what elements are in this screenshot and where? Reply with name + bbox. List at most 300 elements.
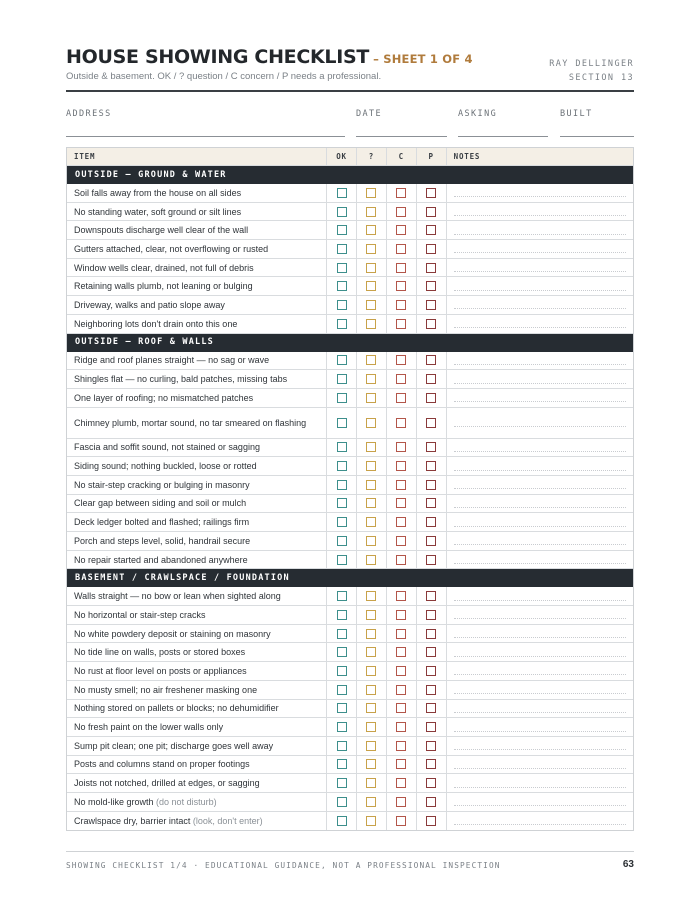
notes-line [454,544,626,545]
professional-checkbox[interactable] [426,188,436,198]
table-row [67,718,633,737]
concern-checkbox[interactable] [396,759,406,769]
checkbox-cell [357,606,387,624]
ok-checkbox[interactable] [337,555,347,565]
question-checkbox[interactable] [366,759,376,769]
question-checkbox[interactable] [366,442,376,452]
checkbox-cell [327,793,357,811]
ok-checkbox[interactable] [337,442,347,452]
notes-cell[interactable] [447,793,633,811]
ok-checkbox[interactable] [337,797,347,807]
notes-line [454,215,626,216]
checkbox-cell [327,389,357,407]
notes-cell[interactable] [447,184,633,202]
concern-checkbox[interactable] [396,418,406,428]
question-checkbox[interactable] [366,355,376,365]
checkbox-cell [357,513,387,531]
checkbox-cell [387,408,417,438]
table-row [67,662,633,681]
professional-checkbox[interactable] [426,647,436,657]
concern-checkbox[interactable] [396,591,406,601]
concern-checkbox[interactable] [396,225,406,235]
ok-checkbox[interactable] [337,722,347,732]
checkbox-cell [417,221,447,239]
professional-checkbox[interactable] [426,703,436,713]
notes-cell[interactable] [447,812,633,831]
checkbox-cell [387,718,417,736]
item-hint: (do not disturb) [156,796,217,807]
question-checkbox[interactable] [366,244,376,254]
notes-cell[interactable] [447,203,633,221]
notes-line [454,637,626,638]
notes-cell[interactable] [447,296,633,314]
question-checkbox[interactable] [366,188,376,198]
table-row [67,408,633,439]
question-checkbox[interactable] [366,225,376,235]
notes-cell[interactable] [447,370,633,388]
question-checkbox[interactable] [366,666,376,676]
professional-checkbox[interactable] [426,225,436,235]
ok-checkbox[interactable] [337,188,347,198]
checkbox-cell [357,408,387,438]
item-text: Joists not notched, drilled at edges, or sagging [74,778,260,789]
ok-checkbox[interactable] [337,517,347,527]
notes-cell[interactable] [447,625,633,643]
professional-checkbox[interactable] [426,666,436,676]
ok-checkbox[interactable] [337,300,347,310]
professional-checkbox[interactable] [426,355,436,365]
built-label: BUILT [560,109,593,119]
question-checkbox[interactable] [366,610,376,620]
notes-line [454,327,626,328]
section-title: BASEMENT / CRAWLSPACE / FOUNDATION [75,572,290,583]
notes-line [454,252,626,253]
question-checkbox[interactable] [366,741,376,751]
checkbox-cell [357,793,387,811]
notes-cell[interactable] [447,352,633,370]
question-checkbox[interactable] [366,647,376,657]
professional-checkbox[interactable] [426,610,436,620]
item-cell [67,259,327,277]
professional-checkbox[interactable] [426,591,436,601]
table-row [67,513,633,532]
checkbox-cell [417,532,447,550]
table-row [67,439,633,458]
notes-line [454,693,626,694]
page-subtitle: Outside & basement. OK / ? question / C concern / P needs a professional. [66,71,382,82]
item-cell [67,315,327,333]
ok-checkbox[interactable] [337,647,347,657]
checkbox-cell [417,774,447,792]
checkbox-cell [327,457,357,475]
professional-checkbox[interactable] [426,418,436,428]
concern-checkbox[interactable] [396,480,406,490]
page-header [66,46,634,92]
table-header [67,148,633,166]
address-field[interactable] [66,103,345,137]
checkbox-cell [357,532,387,550]
professional-checkbox[interactable] [426,685,436,695]
checkbox-cell [387,700,417,718]
professional-checkbox[interactable] [426,778,436,788]
item-text: One layer of roofing; no mismatched patches [74,392,254,403]
ok-checkbox[interactable] [337,759,347,769]
concern-checkbox[interactable] [396,778,406,788]
notes-cell[interactable] [447,277,633,295]
table-row [67,221,633,240]
ok-checkbox[interactable] [337,703,347,713]
question-checkbox[interactable] [366,418,376,428]
question-checkbox[interactable] [366,281,376,291]
question-checkbox[interactable] [366,629,376,639]
checkbox-cell [327,551,357,569]
item-cell [67,532,327,550]
checkbox-cell [417,793,447,811]
concern-checkbox[interactable] [396,263,406,273]
notes-cell[interactable] [447,681,633,699]
checkbox-cell [387,587,417,605]
professional-checkbox[interactable] [426,629,436,639]
concern-checkbox[interactable] [396,629,406,639]
professional-checkbox[interactable] [426,555,436,565]
professional-checkbox[interactable] [426,816,436,826]
item-cell [67,625,327,643]
item-cell [67,352,327,370]
ok-checkbox[interactable] [337,461,347,471]
concern-checkbox[interactable] [396,281,406,291]
notes-cell[interactable] [447,756,633,774]
item-cell [67,221,327,239]
notes-line [454,271,626,272]
section-header [67,569,633,587]
concern-checkbox[interactable] [396,666,406,676]
professional-checkbox[interactable] [426,393,436,403]
ok-checkbox[interactable] [337,244,347,254]
notes-cell[interactable] [447,439,633,457]
notes-cell[interactable] [447,606,633,624]
item-text: Clear gap between siding and soil or mulch [74,498,247,509]
checkbox-cell [387,643,417,661]
checkbox-cell [327,370,357,388]
concern-checkbox[interactable] [396,355,406,365]
professional-checkbox[interactable] [426,244,436,254]
question-checkbox[interactable] [366,703,376,713]
checkbox-cell [417,259,447,277]
ok-checkbox[interactable] [337,685,347,695]
concern-checkbox[interactable] [396,498,406,508]
item-cell [67,439,327,457]
ok-checkbox[interactable] [337,666,347,676]
ok-checkbox[interactable] [337,355,347,365]
checkbox-cell [357,662,387,680]
notes-cell[interactable] [447,718,633,736]
concern-checkbox[interactable] [396,188,406,198]
question-checkbox[interactable] [366,816,376,826]
checkbox-cell [417,495,447,513]
item-cell [67,495,327,513]
section-title: OUTSIDE — GROUND & WATER [75,169,227,180]
professional-checkbox[interactable] [426,498,436,508]
checkbox-cell [327,408,357,438]
question-checkbox[interactable] [366,797,376,807]
item-cell [67,718,327,736]
notes-line [454,290,626,291]
concern-checkbox[interactable] [396,610,406,620]
checkbox-cell [357,718,387,736]
checkbox-cell [357,495,387,513]
question-checkbox[interactable] [366,778,376,788]
date-field[interactable] [356,103,447,137]
checkbox-cell [417,296,447,314]
professional-checkbox[interactable] [426,722,436,732]
notes-line [454,426,626,427]
checkbox-cell [387,184,417,202]
ok-checkbox[interactable] [337,778,347,788]
checkbox-cell [417,370,447,388]
ok-checkbox[interactable] [337,418,347,428]
item-text: Soil falls away from the house on all sides [74,187,242,198]
notes-cell[interactable] [447,643,633,661]
table-row [67,495,633,514]
question-checkbox[interactable] [366,685,376,695]
checkbox-cell [417,240,447,258]
concern-checkbox[interactable] [396,797,406,807]
question-checkbox[interactable] [366,300,376,310]
table-row [67,551,633,570]
question-checkbox[interactable] [366,480,376,490]
question-checkbox[interactable] [366,263,376,273]
asking-field[interactable] [458,103,548,137]
professional-checkbox[interactable] [426,461,436,471]
notes-cell[interactable] [447,587,633,605]
item-cell [67,756,327,774]
checkbox-cell [327,439,357,457]
concern-checkbox[interactable] [396,244,406,254]
checkbox-cell [327,774,357,792]
item-cell [67,277,327,295]
info-fields [66,103,634,137]
checkbox-cell [357,700,387,718]
concern-checkbox[interactable] [396,319,406,329]
checkbox-cell [387,259,417,277]
question-checkbox[interactable] [366,374,376,384]
concern-checkbox[interactable] [396,703,406,713]
ok-checkbox[interactable] [337,263,347,273]
built-field[interactable] [560,103,634,137]
ok-checkbox[interactable] [337,816,347,826]
notes-cell[interactable] [447,408,633,438]
table-row [67,476,633,495]
notes-line [454,401,626,402]
professional-checkbox[interactable] [426,207,436,217]
table-row [67,184,633,203]
concern-checkbox[interactable] [396,517,406,527]
checkbox-cell [417,737,447,755]
notes-cell[interactable] [447,476,633,494]
professional-checkbox[interactable] [426,319,436,329]
item-cell [67,240,327,258]
checkbox-cell [327,221,357,239]
ok-checkbox[interactable] [337,207,347,217]
ok-checkbox[interactable] [337,610,347,620]
notes-cell[interactable] [447,240,633,258]
notes-cell[interactable] [447,700,633,718]
question-checkbox[interactable] [366,393,376,403]
notes-cell[interactable] [447,551,633,569]
section-header [67,166,633,184]
item-cell [67,476,327,494]
notes-line [454,731,626,732]
item-text: No stair-step cracking or bulging in masonry [74,479,250,490]
concern-checkbox[interactable] [396,722,406,732]
item-cell [67,296,327,314]
concern-checkbox[interactable] [396,374,406,384]
table-row [67,370,633,389]
item-cell [67,681,327,699]
professional-checkbox[interactable] [426,517,436,527]
question-checkbox[interactable] [366,207,376,217]
item-text: Shingles flat — no curling, bald patches, missing tabs [74,374,288,385]
ok-checkbox[interactable] [337,536,347,546]
notes-line [454,383,626,384]
notes-cell[interactable] [447,532,633,550]
item-text: No horizontal or stair-step cracks [74,609,206,620]
question-checkbox[interactable] [366,555,376,565]
professional-checkbox[interactable] [426,759,436,769]
checkbox-cell [417,606,447,624]
concern-checkbox[interactable] [396,461,406,471]
question-checkbox[interactable] [366,722,376,732]
professional-checkbox[interactable] [426,797,436,807]
ok-checkbox[interactable] [337,591,347,601]
checkbox-cell [327,756,357,774]
professional-checkbox[interactable] [426,536,436,546]
checkbox-cell [327,513,357,531]
table-row [67,259,633,278]
item-text: Neighboring lots don't drain onto this one [74,318,238,329]
ok-checkbox[interactable] [337,281,347,291]
concern-checkbox[interactable] [396,816,406,826]
question-checkbox[interactable] [366,461,376,471]
question-checkbox[interactable] [366,498,376,508]
checkbox-cell [387,352,417,370]
section-label: SECTION 13 [568,73,634,83]
ok-checkbox[interactable] [337,480,347,490]
checkbox-cell [417,184,447,202]
question-checkbox[interactable] [366,536,376,546]
notes-cell[interactable] [447,259,633,277]
concern-checkbox[interactable] [396,647,406,657]
concern-checkbox[interactable] [396,207,406,217]
professional-checkbox[interactable] [426,480,436,490]
item-text: No fresh paint on the lower walls only [74,722,224,733]
question-checkbox[interactable] [366,517,376,527]
ok-checkbox[interactable] [337,393,347,403]
item-text: Walls straight — no bow or lean when sighted along [74,591,281,602]
notes-line [454,712,626,713]
professional-checkbox[interactable] [426,281,436,291]
ok-checkbox[interactable] [337,741,347,751]
professional-checkbox[interactable] [426,374,436,384]
notes-cell[interactable] [447,389,633,407]
concern-checkbox[interactable] [396,555,406,565]
checkbox-cell [387,370,417,388]
professional-checkbox[interactable] [426,442,436,452]
checkbox-cell [387,625,417,643]
concern-checkbox[interactable] [396,300,406,310]
item-cell [67,551,327,569]
item-text: Ridge and roof planes straight — no sag or wave [74,355,270,366]
notes-line [454,507,626,508]
item-cell [67,643,327,661]
question-checkbox[interactable] [366,319,376,329]
ok-checkbox[interactable] [337,225,347,235]
checkbox-cell [327,203,357,221]
professional-checkbox[interactable] [426,263,436,273]
checkbox-cell [417,700,447,718]
address-label: ADDRESS [66,109,112,119]
checkbox-cell [387,756,417,774]
checkbox-cell [387,812,417,831]
table-row [67,681,633,700]
notes-line [454,805,626,806]
checkbox-cell [327,662,357,680]
item-cell [67,203,327,221]
checkbox-cell [417,643,447,661]
checkbox-cell [417,625,447,643]
checkbox-cell [357,370,387,388]
concern-checkbox[interactable] [396,536,406,546]
table-row [67,606,633,625]
professional-checkbox[interactable] [426,741,436,751]
item-text: Siding sound; nothing buckled, loose or rotted [74,461,257,472]
item-text: Deck ledger bolted and flashed; railings firm [74,517,250,528]
checkbox-cell [417,389,447,407]
section-title: OUTSIDE — ROOF & WALLS [75,337,214,347]
notes-cell[interactable] [447,513,633,531]
notes-line [454,308,626,309]
ok-checkbox[interactable] [337,629,347,639]
notes-line [454,451,626,452]
col-ok: OK [327,148,357,165]
ok-checkbox[interactable] [337,319,347,329]
ok-checkbox[interactable] [337,374,347,384]
item-cell [67,700,327,718]
concern-checkbox[interactable] [396,741,406,751]
notes-cell[interactable] [447,662,633,680]
item-text: Posts and columns stand on proper footings [74,759,250,770]
notes-cell[interactable] [447,737,633,755]
item-text: No rust at floor level on posts or appliances [74,665,247,676]
item-text: Driveway, walks and patio slope away [74,299,225,310]
notes-cell[interactable] [447,221,633,239]
checkbox-cell [357,476,387,494]
notes-cell[interactable] [447,774,633,792]
ok-checkbox[interactable] [337,498,347,508]
notes-cell[interactable] [447,315,633,333]
notes-cell[interactable] [447,457,633,475]
notes-cell[interactable] [447,495,633,513]
checkbox-cell [327,625,357,643]
concern-checkbox[interactable] [396,685,406,695]
question-checkbox[interactable] [366,591,376,601]
col-question: ? [357,148,387,165]
item-text: Chimney plumb, mortar sound, no tar smeared on flashing [74,417,307,428]
concern-checkbox[interactable] [396,442,406,452]
professional-checkbox[interactable] [426,300,436,310]
checkbox-cell [387,551,417,569]
concern-checkbox[interactable] [396,393,406,403]
